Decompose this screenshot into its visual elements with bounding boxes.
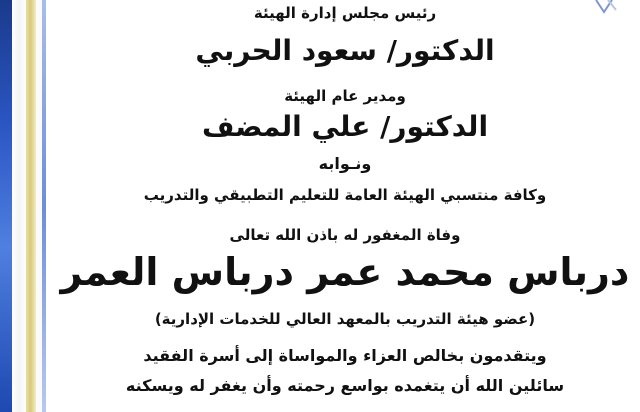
director-name: الدكتور/ علي المضف [201,110,489,143]
left-thin-blue-stripe [42,0,46,412]
left-gold-stripe [26,0,36,412]
director-title: ومدير عام الهيئة [284,87,406,105]
chairman-name: الدكتور/ سعود الحربي [195,34,495,67]
all-staff-line: وكافة منتسبي الهيئة العامة للتعليم التطبيقي والتدريب [143,186,547,204]
deputies-label: ونـوابه [318,154,372,173]
notice-body [50,0,640,412]
deceased-role: (عضو هيئة التدريب بالمعهد العالي للخدمات الإدارية) [154,310,536,328]
left-blue-stripe [0,0,12,412]
condolence-message-line-1: ويتقدمون بخالص العزاء والمواساة إلى أسرة الفقيد [143,346,547,365]
condolence-intro: وفاة المغفور له باذن الله تعالى [229,226,461,244]
deceased-name: درباس محمد عمر درباس العمر [60,250,630,294]
left-white-stripe [12,0,26,412]
chairman-title: رئيس مجلس إدارة الهيئة [253,4,437,22]
condolence-message-line-2: سائلين الله أن يتغمده بواسع رحمته وأن يغفر له ويسكنه [125,376,565,395]
